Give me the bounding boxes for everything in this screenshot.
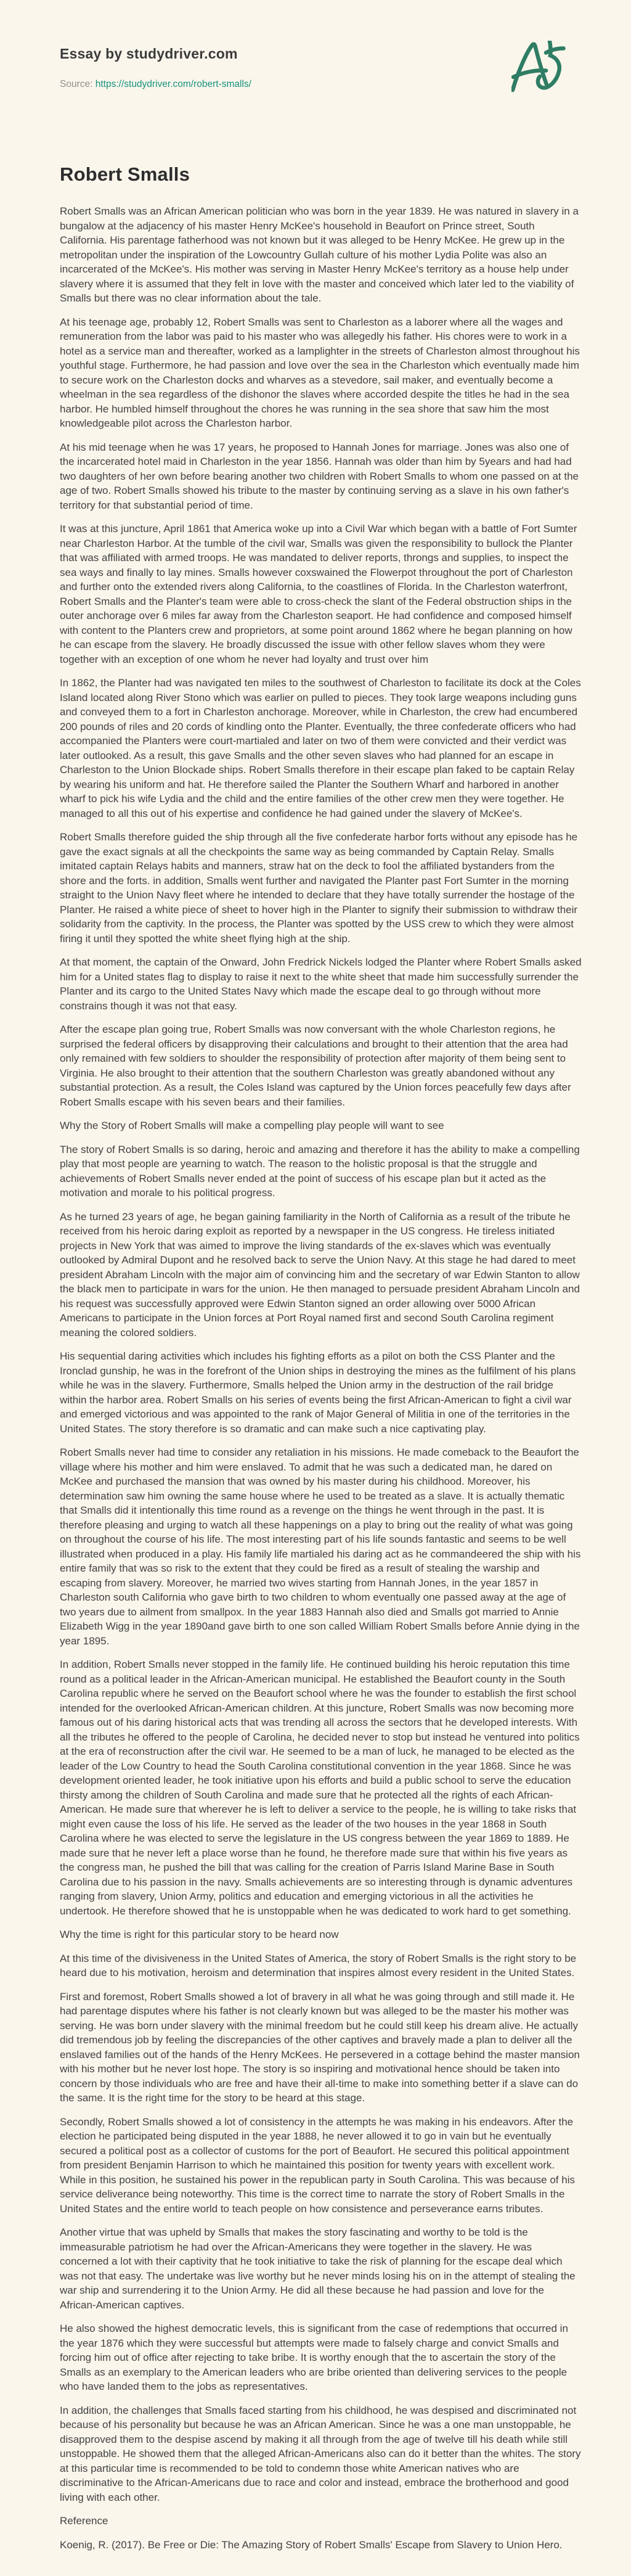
paragraph: In addition, the challenges that Smalls faced starting from his childhood, he was despised and discriminated not because of his personality but because he was an African American. Since he was a one man unstoppable, he disapproved them to the despise ascend by making it all through from the age of twelve till his death while still unstoppable. He showed them that the alleged African-Americans also can do it better than the whites. The story at this particular time is recommended to be told to condemn those white American natives who are discriminative to the African-Americans due to race and color and instead, embrace the brotherhood and good living with each other. — [60, 2404, 581, 2503]
paragraph: After the escape plan going true, Robert Smalls was now conversant with the whole Charleston regions, he surprised the federal officers by disapproving their calculations and brought to their attention that the area had only remained with few soldiers to shoulder the responsibility of protection after majority of them being sent to Virginia. He also brought to their attention that the southern Charleston was greatly abandoned without any substantial protection. As a result, the Coles Island was captured by the Union forces peacefully few days after Robert Smalls escape with his seven bears and their families. — [60, 1023, 571, 1108]
article-title: Robert Smalls — [60, 163, 190, 185]
article-body — [60, 204, 582, 2552]
source-label: Source: — [60, 79, 93, 89]
paragraph: Another virtue that was upheld by Smalls that makes the story fascinating and worthy to be told is the immeasurable patriotism he had over the African-Americans they were together in the slavery. He was concerned a lot with their captivity that he took initiative to take the risk of planning for the escape deal which was not that easy. The undertake was live worthy but he never minds losing his on in the attempt of stealing the war ship and surrendering it to the Union Army. He did all these because he had passion and love for the African-American captives. — [60, 2226, 576, 2311]
paragraph: The story of Robert Smalls is so daring, heroic and amazing and therefore it has the ability to make a compelling play that most people are yearning to watch. The reason to the holistic proposal is that the struggle and achievements of Robert Smalls never ended at the point of success of his escape plan but it acted as the motivation and morale to his political progress. — [60, 1143, 580, 1199]
paragraph: First and foremost, Robert Smalls showed a lot of bravery in all what he was going through and still made it. He had parentage disputes where his father is not clearly known but was alleged to be the master his mother was serving. He was born under slavery with the minimal freedom but he could still keep his dream alive. He actually did tremendous job by feeling the discrepancies of the other captives and bravely made a plan to deliver all the enslaved families out of the hands of the Henry McKees. He persevered in a cottage behind the master mansion with his mother but he never lost hope. The story is so inspiring and motivational hence should be taken into concern by those individuals who are free and have their all-time to make into something better if a slave can do the same. It is the right time for the story to be heard at this stage. — [60, 1990, 580, 2104]
section-heading: Why the Story of Robert Smalls will make a compelling play people will want to see — [60, 1120, 444, 1131]
a-plus-logo-icon — [511, 41, 570, 93]
header-title: Essay by studydriver.com — [60, 46, 238, 62]
document-header — [60, 46, 582, 90]
paragraph: At his teenage age, probably 12, Robert Smalls was sent to Charleston as a laborer where all the wages and remuneration from the labor was paid to his master who was allegedly his father. His chores were to work in a hotel as a service man and thereafter, worked as a lamplighter in the streets of Charleston almost throughout his youthful stage. Furthermore, he had passion and love over the sea in the Charleston which eventually made him to secure work on the Charleston docks and wharves as a stevedore, sail maker, and eventually become a wheelman in the sea regardless of the dishonor the slaves where accorded despite the titles he had in the sea harbor. He humbled himself throughout the chores he was running in the sea shore that saw him the most knowledgeable pilot across the Charleston harbor. — [60, 316, 580, 429]
paragraph: In 1862, the Planter had was navigated ten miles to the southwest of Charleston to facilitate its dock at the Coles Island located along River Stono which was earlier on pulled to pieces. They took large weapons including guns and conveyed them to a fort in Charleston anchorage. Moreover, while in Charleston, the crew had encumbered 200 pounds of riles and 20 cords of kindling onto the Planter. Eventually, the three confederate officers who had accompanied the Planters were court-martialed and later on two of them were convicted and their verdict was later outlooked. As a result, this gave Smalls and the other seven slaves who had planned for an escape in Charleston to the Union Blockade ships. Robert Smalls therefore in their escape plan faked to be captain Relay by wearing his uniform and hat. He therefore sailed the Planter the Southern Wharf and harbored in another wharf to pick his wife Lydia and the child and the entire families of the other crew men they were together. He managed to all this out of his expertise and confidence he had gained under the slavery of McKee's. — [60, 677, 581, 819]
paragraph: Secondly, Robert Smalls showed a lot of consistency in the attempts he was making in his endeavors. After the election he participated being disputed in the year 1888, he never allowed it to go in vain but he eventually secured a political post as a collector of customs for the port of Beaufort. He secured this political appointment from president Benjamin Harrison to which he maintained this position for twenty years with excellent work. While in this position, he sustained his power in the republican party in South Carolina. This was because of his service deliverance being noteworthy. This time is the correct time to narrate the story of Robert Smalls in the United States and the entire world to teach people on how consistence and perseverance earns tributes. — [60, 2115, 575, 2215]
source-link[interactable]: https://studydriver.com/robert-smalls/ — [95, 79, 251, 89]
reference-entry: Koenig, R. (2017). Be Free or Die: The Amazing Story of Robert Smalls' Escape from Slavery to Union Hero. — [60, 2538, 563, 2551]
section-heading: Why the time is right for this particular story to be heard now — [60, 1929, 339, 1940]
source-row — [60, 79, 582, 90]
section-heading: Reference — [60, 2515, 108, 2527]
paragraph: Robert Smalls never had time to consider any retaliation in his missions. He made comeback to the Beaufort the village where his mother and him were enslaved. To admit that he was such a dedicated man, he dared on McKee and purchased the mansion that was owned by his master during his childhood. Moreover, his determination saw him owning the same house where he used to be treated as a slave. It is actually thematic that Smalls did it intentionally this time round as a revenge on the things he went through in the past. It is therefore pleasing and urging to watch all these happenings on a play to bring out the reality of what was going on throughout the course of his life. The most interesting part of his life sounds fantastic and seems to be well illustrated when produced in a play. His family life martialed his daring act as he commandeered the ship with his entire family that was so risk to the extent that they could be fired as a result of stealing the warship and escaping from slavery. Moreover, he married two wives starting from Hannah Jones, in the year 1857 in Charleston south California who gave birth to two children to whom eventually one passed away at the age of two years due to ailment from smallpox. In the year 1883 Hannah also died and Smalls got married to Annie Elizabeth Wigg in the year 1890and gave birth to one son called William Robert Smalls before Annie dying in the year 1895. — [60, 1446, 581, 1647]
paragraph: At his mid teenage when he was 17 years, he proposed to Hannah Jones for marriage. Jones was also one of the incarcerated hotel maid in Charleston in the year 1856. Hannah was older than him by 5years and had had two daughters of her own before bearing another two children with Robert Smalls to whom one passed on at the age of two. Robert Smalls showed his tribute to the master by continuing serving as a slave in his own father's territory for that substantial period of time. — [60, 441, 579, 511]
paragraph: It was at this juncture, April 1861 that America woke up into a Civil War which began with a battle of Fort Sumter near Charleston Harbor. At the tumble of the civil war, Smalls was given the responsibility to bullock the Planter that was affiliated with armed troops. He was mandated to deliver reports, throngs and supplies, to inspect the sea ways and finally to lay mines. Smalls however coxswained the Flowerpot throughout the port of Charleston and further onto the extended rivers along California, to the coastlines of Florida. In the Charleston waterfront, Robert Smalls and the Planter's team were able to cross-check the slant of the Federal obstruction ships in the outer anchorage over 6 miles far away from the Charleston seaport. He had confidence and composed himself with content to the Planters crew and proprietors, at some point around 1862 where he began planning on how he can escape from the slavery. He broadly discussed the issue with other fellow slaves whom they were together with an exception of one whom he never had loyalty and trust over him — [60, 523, 577, 665]
paragraph: He also showed the highest democratic levels, this is significant from the case of redemptions that occurred in the year 1876 which they were successful but attempts were made to falsely charge and convict Smalls and forcing him out of office after rejecting to take bribe. It is worthy enough that the to ascertain the story of the Smalls as an exemplary to the American leaders who are bribe oriented than delivering services to the people who have landed them to the jobs as representatives. — [60, 2323, 568, 2392]
paragraph: His sequential daring activities which includes his fighting efforts as a pilot on both the CSS Planter and the Ironclad gunship, he was in the forefront of the Union ships in destroying the mines as the fulfilment of his plans while he was in the slavery. Furthermore, Smalls helped the Union army in the destruction of the rail bridge within the harbor area. Robert Smalls on his series of events being the first African-American to fight a civil war and emerged victorious and was appointed to the rank of Major General of Militia in one of the territories in the United States. The story therefore is so dramatic and can make such a nice captivating play. — [60, 1350, 576, 1435]
paragraph: As he turned 23 years of age, he began gaining familiarity in the North of California as a result of the tribute he received from his heroic daring exploit as reported by a newspaper in the US congress. He tireless initiated projects in New York that was aimed to improve the living standards of the ex-slaves which was eventually outlooked by Admiral Dupont and he resolved back to serve the Union Navy. At this stage he had dared to meet president Abraham Lincoln with the major aim of convincing him and the secretary of war Edwin Stanton to allow the black men to participate in wars for the union. He then managed to persuade president Abraham Lincoln and his request was successfully approved were Edwin Stanton signed an order allowing over 5000 African Americans to participate in the Union forces at Port Royal named first and second South Carolina regiment meaning the colored soldiers. — [60, 1210, 580, 1339]
paragraph: In addition, Robert Smalls never stopped in the family life. He continued building his heroic reputation this time round as a political leader in the African-American municipal. He established the Beaufort county in the South Carolina republic where he served on the Beaufort school where he was the founder to establish the first school intended for the overlooked African-American children. At this juncture, Robert Smalls was now becoming more famous out of his daring historical acts that was trending all across the sectors that he developed interests. With all the tributes he offered to the people of Carolina, he decided never to stop but instead he ventured into politics at the era of reconstruction after the civil war. He seemed to be a man of luck, he managed to be elected as the leader of the Low Country to head the South Carolina constitutional convention in the year 1868. Since he was development oriented leader, he took initiative upon his efforts and build a public school to serve the education thirsty among the children of South Carolina and made sure that he protected all the rights of each African-American. He made sure that wherever he is left to deliver a service to the people, he is willing to take risks that might even cause the loss of his life. He served as the leader of the two houses in the year 1868 in South Carolina where he was elected to serve the legislature in the US congress between the year 1869 to 1889. He made sure that he never left a place worse than he found, he therefore made sure that within his five years as the congress man, he pushed the bill that was calling for the creation of Parris Island Marine Base in South Carolina due to his passion in the navy. Smalls achievements are so interesting through is dynamic adventures ranging from slavery, Union Army, politics and education and emerging victorious in all the activities he undertook. He therefore showed that he is unstoppable when he was dedicated to work hard to get something. — [60, 1659, 580, 1917]
paragraph: At this time of the divisiveness in the United States of America, the story of Robert Smalls is the right story to be heard due to his motivation, heroism and determination that inspires almost every resident in the United States. — [60, 1952, 577, 1979]
paragraph: At that moment, the captain of the Onward, John Fredrick Nickels lodged the Planter where Robert Smalls asked him for a United states flag to display to raise it next to the white sheet that made him successfully surrender the Planter and its cargo to the United States Navy which made the escape deal to go through without more constrains though it was not that easy. — [60, 956, 582, 1012]
paragraph: Robert Smalls was an African American politician who was born in the year 1839. He was natured in slavery in a bungalow at the adjacency of his master Henry McKee's household in Beaufort on Prince street, South California. His parentage fatherhood was not known but it was alleged to be Henry McKee. He grew up in the metropolitan under the inspiration of the Lowcountry Gullah culture of his mother Lydia Polite was also an incarcerated of the McKee's. His mother was serving in Master Henry McKee's territory as a house help under slavery where it is assumed that they felt in love with the master and conceived which later led to the viability of Smalls but there was no clear information about the tale. — [60, 205, 579, 304]
paragraph: Robert Smalls therefore guided the ship through all the five confederate harbor forts without any episode has he gave the exact signals at all the checkpoints the same way as being commanded by Captain Relay. Smalls imitated captain Relays habits and manners, straw hat on the deck to fool the affiliated bystanders from the shore and the forts. in addition, Smalls went further and navigated the Planter past Fort Sumter in the morning straight to the Union Navy fleet where he intended to declare that they have totally surrender the hostage of the Planter. He raised a white piece of sheet to hover high in the Planter to signify their submission to withdraw their solidarity from the captivity. In the process, the Planter was spotted by the USS crew to which they were almost firing it until they spotted the white sheet flying high at the ship. — [60, 831, 578, 945]
